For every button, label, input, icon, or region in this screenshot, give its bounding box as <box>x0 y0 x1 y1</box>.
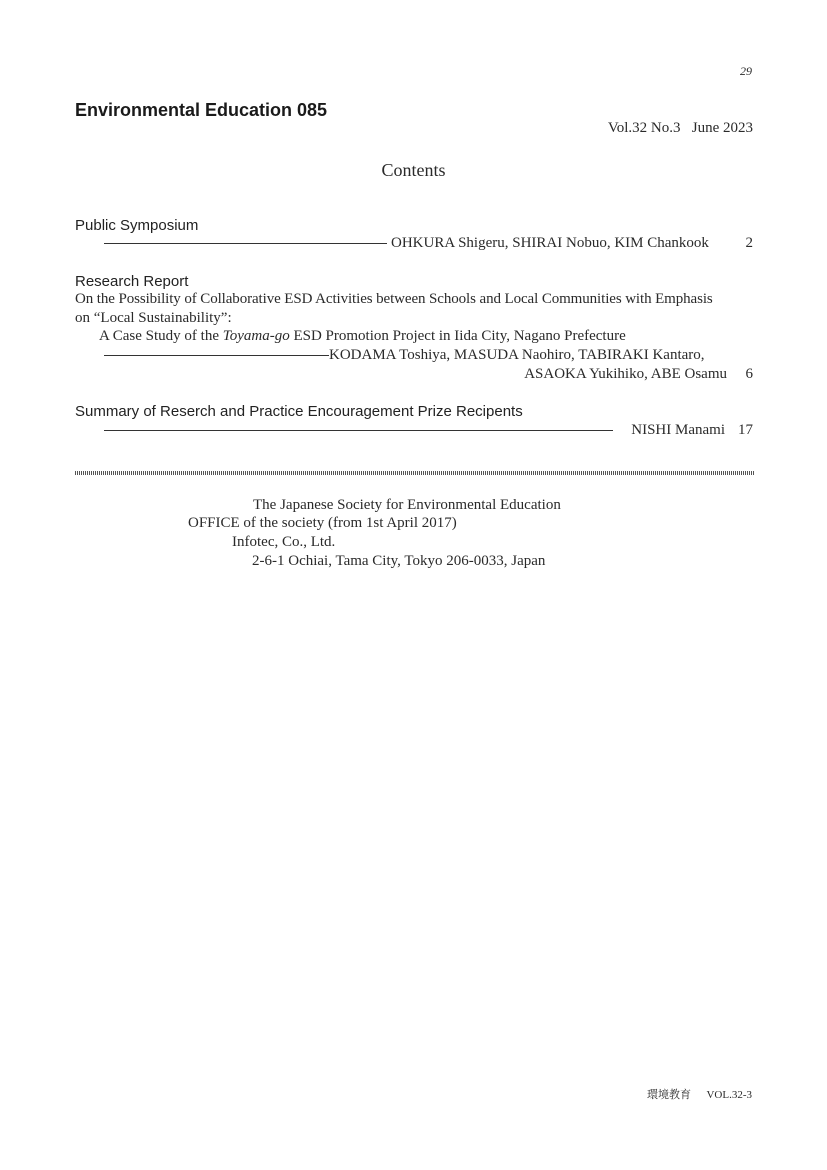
society-company: Infotec, Co., Ltd. <box>232 534 336 550</box>
page-ref: 6 <box>745 366 753 382</box>
article-title-line-1: On the Possibility of Collaborative ESD Activities between Schools and Local Communities with Emphasis <box>75 291 713 307</box>
authors: ASAOKA Yukihiko, ABE Osamu <box>524 366 727 382</box>
journal-title: Environmental Education 085 <box>75 100 328 120</box>
authors: OHKURA Shigeru, SHIRAI Nobuo, KIM Chankook <box>391 235 709 251</box>
footer-volume: VOL.32-3 <box>706 1089 752 1101</box>
section-research-report: Research Report <box>75 273 189 290</box>
subtitle-italic: Toyama-go <box>222 328 290 344</box>
authors: KODAMA Toshiya, MASUDA Naohiro, TABIRAKI Kantaro, <box>329 347 705 363</box>
divider <box>75 471 754 475</box>
page-number: 29 <box>740 64 752 78</box>
footer-japanese-title: 環境教育 <box>646 1088 691 1101</box>
leader-line <box>104 430 613 431</box>
page-ref: 2 <box>745 235 753 251</box>
toc-entry-research-authors-1 <box>104 347 753 364</box>
subtitle-suffix: ESD Promotion Project in Iida City, Nagano Prefecture <box>289 328 626 344</box>
toc-entry-research-authors-2 <box>104 366 753 383</box>
leader-line <box>104 243 387 244</box>
contents-heading: Contents <box>381 160 446 180</box>
article-subtitle <box>99 328 626 345</box>
article-title-line-2: on “Local Sustainability”: <box>75 310 232 326</box>
volume-info: Vol.32 No.3 June 2023 <box>607 120 753 136</box>
page-ref: 17 <box>738 422 753 438</box>
leader-line <box>104 355 329 356</box>
toc-entry-prize-summary <box>104 422 753 439</box>
subtitle-prefix: A Case Study of the <box>99 328 223 344</box>
society-name: The Japanese Society for Environmental Education <box>253 497 561 513</box>
toc-entry-public-symposium <box>104 235 753 252</box>
authors: NISHI Manami <box>631 422 725 438</box>
section-prize-summary: Summary of Reserch and Practice Encouragement Prize Recipents <box>75 403 523 420</box>
society-address: 2-6-1 Ochiai, Tama City, Tokyo 206-0033, Japan <box>252 553 546 569</box>
footer <box>647 1086 752 1102</box>
section-public-symposium: Public Symposium <box>75 217 199 234</box>
society-office: OFFICE of the society (from 1st April 2017) <box>188 515 457 531</box>
